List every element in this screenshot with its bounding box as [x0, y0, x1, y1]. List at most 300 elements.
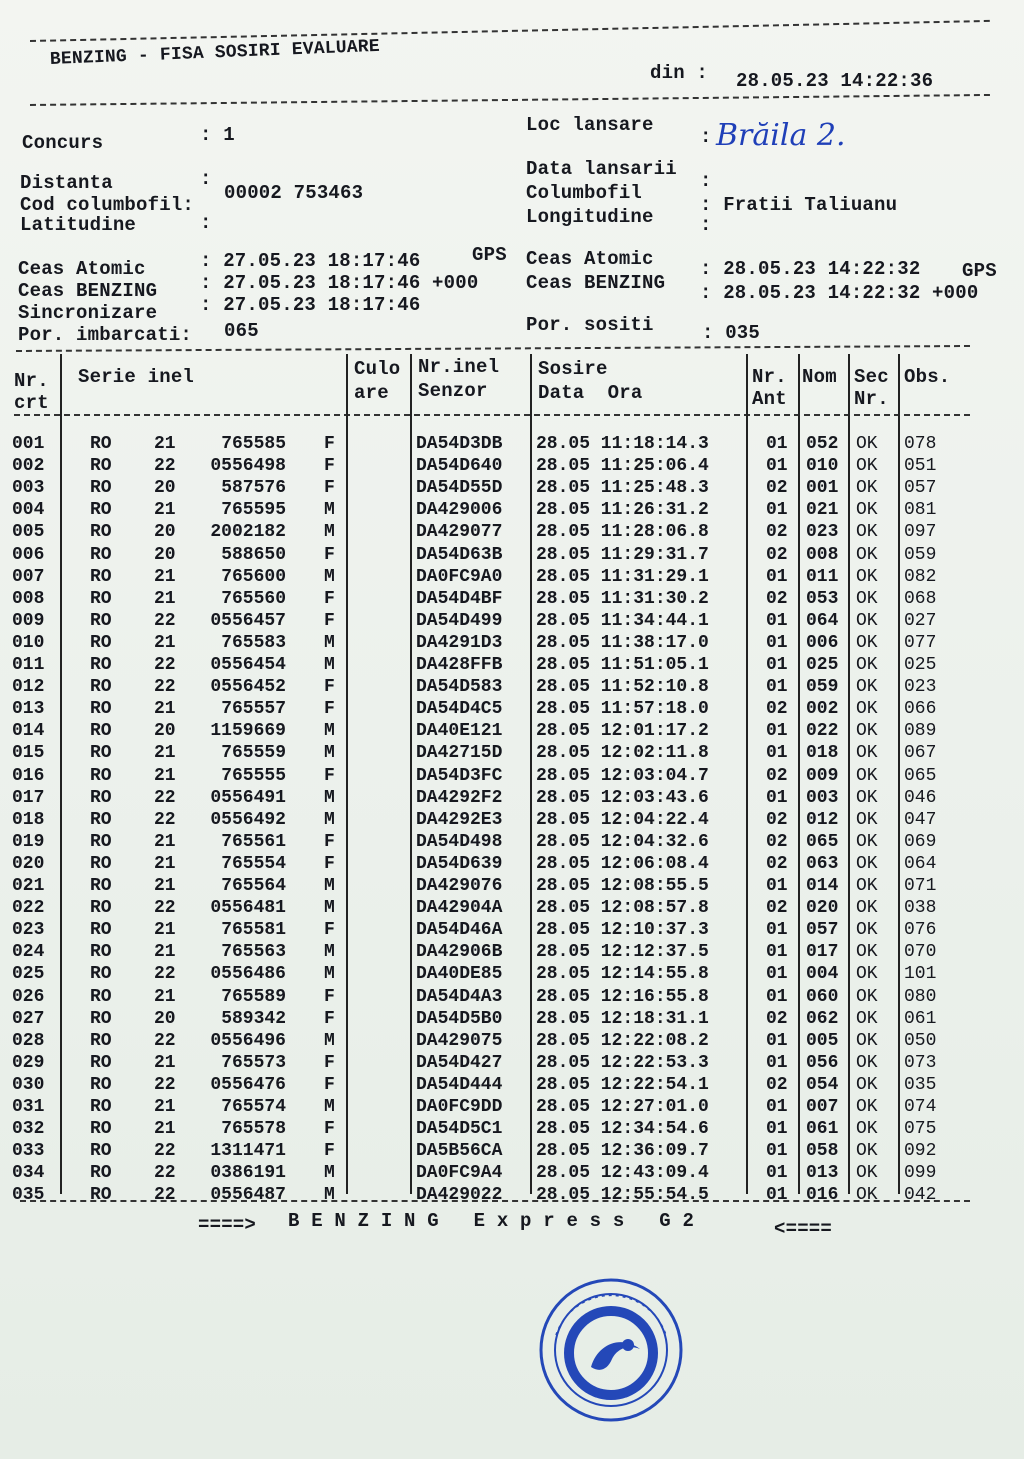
col-sep-7: [848, 354, 850, 1194]
cell-row-number: 025: [12, 964, 45, 985]
cell-ring-number: 765578: [221, 1119, 286, 1140]
cell-ring-year: 22: [154, 655, 176, 675]
cell-security-status: OK: [856, 1074, 878, 1095]
cell-sex: F: [324, 1008, 335, 1029]
cell-arrival-time: 28.05 12:22:53.3: [536, 1052, 709, 1073]
cell-ring-number: 765559: [221, 743, 286, 764]
cell-ring-number: 589342: [221, 1008, 286, 1029]
columbofil-label: Columbofil: [526, 182, 643, 204]
cell-row-number: 006: [12, 544, 45, 565]
cell-sensor-id: DA5B56CA: [416, 1141, 503, 1162]
cell-obs-number: 064: [904, 853, 937, 874]
cell-ring-country: RO: [90, 544, 112, 565]
cell-ring-number: 765600: [221, 566, 286, 587]
cell-obs-number: 082: [904, 566, 937, 587]
cell-arrival-time: 28.05 12:55:54.5: [536, 1185, 709, 1206]
cell-security-status: OK: [856, 655, 878, 675]
ceas-atomic-gps: GPS: [472, 244, 507, 266]
cell-arrival-time: 28.05 11:26:31.2: [536, 500, 709, 521]
cell-sensor-id: DA429075: [416, 1030, 503, 1051]
cell-ring-number: 765595: [221, 500, 286, 521]
cell-ring-country: RO: [90, 942, 112, 963]
ceas-benzing-label: Ceas BENZING: [18, 280, 158, 302]
cell-ring-year: 20: [154, 721, 176, 742]
cell-arrival-time: 28.05 11:18:14.3: [536, 434, 709, 454]
cell-obs-number: 038: [904, 898, 937, 919]
cell-antenna: 01: [766, 1163, 788, 1184]
cell-nom-number: 013: [806, 1163, 839, 1184]
cell-antenna: 02: [766, 1008, 788, 1029]
cell-row-number: 028: [12, 1030, 45, 1051]
cell-arrival-time: 28.05 12:14:55.8: [536, 964, 709, 985]
cell-ring-number: 2002182: [210, 522, 286, 543]
cell-sex: M: [324, 632, 335, 653]
cell-row-number: 023: [12, 920, 45, 941]
cell-arrival-time: 28.05 12:16:55.8: [536, 986, 709, 1007]
cell-sensor-id: DA54D640: [416, 456, 503, 477]
cell-antenna: 01: [766, 456, 788, 477]
cell-nom-number: 011: [806, 566, 839, 587]
cell-nom-number: 017: [806, 942, 839, 963]
cell-ring-number: 0556454: [210, 655, 286, 675]
cell-ring-number: 588650: [221, 544, 286, 565]
cell-sex: F: [324, 478, 335, 499]
cell-sex: F: [324, 677, 335, 698]
cell-sex: M: [324, 1097, 335, 1117]
cell-obs-number: 067: [904, 743, 937, 764]
cell-nom-number: 058: [806, 1141, 839, 1162]
cell-antenna: 01: [766, 721, 788, 742]
cell-antenna: 01: [766, 986, 788, 1007]
cell-antenna: 01: [766, 1030, 788, 1051]
cell-ring-country: RO: [90, 610, 112, 631]
cell-arrival-time: 28.05 11:38:17.0: [536, 632, 709, 653]
cell-sex: F: [324, 610, 335, 631]
cell-arrival-time: 28.05 12:08:57.8: [536, 898, 709, 919]
cell-arrival-time: 28.05 12:08:55.5: [536, 876, 709, 896]
cell-ring-country: RO: [90, 721, 112, 742]
cell-sensor-id: DA54D4BF: [416, 588, 503, 609]
cell-ring-number: 765564: [221, 876, 286, 896]
cell-obs-number: 071: [904, 876, 937, 896]
cell-ring-number: 0556498: [210, 456, 286, 477]
cell-row-number: 017: [12, 787, 45, 808]
cell-ring-number: 0556457: [210, 610, 286, 631]
cell-security-status: OK: [856, 632, 878, 653]
imbarcati-value: 065: [224, 320, 259, 342]
cell-ring-year: 22: [154, 677, 176, 698]
cell-antenna: 02: [766, 853, 788, 874]
cell-ring-country: RO: [90, 566, 112, 587]
col-ant-header-2: Ant: [752, 388, 787, 410]
cell-obs-number: 081: [904, 500, 937, 521]
cell-row-number: 016: [12, 765, 45, 786]
cell-ring-year: 20: [154, 478, 176, 499]
cell-ring-number: 1159669: [210, 721, 286, 742]
cell-ring-number: 0556492: [210, 809, 286, 830]
col-nr-header-1: Nr.: [14, 370, 49, 392]
ceas-atomic2-value: : 28.05.23 14:22:32: [700, 258, 921, 280]
cell-sensor-id: DA54D427: [416, 1052, 503, 1073]
data-lansarii-colon: :: [700, 170, 712, 192]
cell-sensor-id: DA0FC9DD: [416, 1097, 503, 1117]
cell-ring-country: RO: [90, 1074, 112, 1095]
cell-nom-number: 053: [806, 588, 839, 609]
cell-obs-number: 099: [904, 1163, 937, 1184]
cell-ring-number: 0556496: [210, 1030, 286, 1051]
cod-label: Cod columbofil:: [20, 194, 195, 216]
col-nrinel-header-1: Nr.inel: [418, 356, 500, 378]
cell-nom-number: 056: [806, 1052, 839, 1073]
cell-ring-year: 21: [154, 632, 176, 653]
cell-ring-country: RO: [90, 655, 112, 675]
cell-ring-country: RO: [90, 434, 112, 454]
cell-antenna: 01: [766, 1141, 788, 1162]
cell-sex: M: [324, 898, 335, 919]
cell-ring-country: RO: [90, 986, 112, 1007]
cell-row-number: 002: [12, 456, 45, 477]
col-ant-header-1: Nr.: [752, 366, 787, 388]
ceas-benzing2-label: Ceas BENZING: [526, 272, 666, 294]
cell-antenna: 02: [766, 478, 788, 499]
cell-sex: F: [324, 699, 335, 720]
cell-obs-number: 069: [904, 831, 937, 852]
cell-row-number: 009: [12, 610, 45, 631]
cell-ring-number: 0556486: [210, 964, 286, 985]
concurs-value: : 1: [200, 124, 235, 146]
cell-arrival-time: 28.05 12:27:01.0: [536, 1097, 709, 1117]
cell-ring-country: RO: [90, 964, 112, 985]
cell-nom-number: 008: [806, 544, 839, 565]
cell-sensor-id: DA54D46A: [416, 920, 503, 941]
cell-arrival-time: 28.05 12:36:09.7: [536, 1141, 709, 1162]
data-lansarii-label: Data lansarii: [526, 158, 677, 180]
cell-sensor-id: DA54D4C5: [416, 699, 503, 720]
cell-row-number: 003: [12, 478, 45, 499]
cell-nom-number: 009: [806, 765, 839, 786]
cell-sex: M: [324, 942, 335, 963]
cell-obs-number: 023: [904, 677, 937, 698]
cell-antenna: 01: [766, 942, 788, 963]
cell-obs-number: 089: [904, 721, 937, 742]
col-nom-header: Nom: [802, 366, 837, 388]
cell-row-number: 027: [12, 1008, 45, 1029]
cell-obs-number: 080: [904, 986, 937, 1007]
cell-sensor-id: DA429077: [416, 522, 503, 543]
cell-ring-country: RO: [90, 1008, 112, 1029]
cell-obs-number: 061: [904, 1008, 937, 1029]
cell-ring-year: 20: [154, 544, 176, 565]
cell-sensor-id: DA429022: [416, 1185, 503, 1206]
cell-arrival-time: 28.05 11:51:05.1: [536, 655, 709, 675]
cell-obs-number: 101: [904, 964, 937, 985]
cell-antenna: 01: [766, 1185, 788, 1206]
cell-ring-number: 765583: [221, 632, 286, 653]
columbofil-value: : Fratii Taliuanu: [700, 194, 898, 216]
cell-obs-number: 057: [904, 478, 937, 499]
cell-ring-year: 22: [154, 610, 176, 631]
cell-ring-country: RO: [90, 699, 112, 720]
cell-antenna: 02: [766, 1074, 788, 1095]
ceas-atomic-value: : 27.05.23 18:17:46: [200, 250, 421, 272]
cell-sensor-id: DA54D5C1: [416, 1119, 503, 1140]
cell-sensor-id: DA429076: [416, 876, 503, 896]
cell-row-number: 022: [12, 898, 45, 919]
cell-security-status: OK: [856, 1141, 878, 1162]
cell-arrival-time: 28.05 12:18:31.1: [536, 1008, 709, 1029]
cell-sex: F: [324, 1074, 335, 1095]
col-nr-header-2: crt: [14, 392, 49, 414]
cell-ring-country: RO: [90, 809, 112, 830]
cell-nom-number: 016: [806, 1185, 839, 1206]
cell-sex: M: [324, 1163, 335, 1184]
distanta-colon: :: [200, 168, 212, 190]
cell-row-number: 034: [12, 1163, 45, 1184]
cell-row-number: 011: [12, 655, 45, 675]
cell-antenna: 01: [766, 434, 788, 454]
cell-nom-number: 003: [806, 787, 839, 808]
cell-arrival-time: 28.05 12:43:09.4: [536, 1163, 709, 1184]
cell-security-status: OK: [856, 456, 878, 477]
ceas-benzing-value: : 27.05.23 18:17:46 +000: [200, 272, 479, 294]
cell-arrival-time: 28.05 11:28:06.8: [536, 522, 709, 543]
cell-arrival-time: 28.05 11:52:10.8: [536, 677, 709, 698]
cell-nom-number: 052: [806, 434, 839, 454]
cell-security-status: OK: [856, 500, 878, 521]
loc-lansare-label: Loc lansare: [526, 114, 654, 136]
cell-ring-year: 21: [154, 1119, 176, 1140]
cell-row-number: 033: [12, 1141, 45, 1162]
cell-nom-number: 057: [806, 920, 839, 941]
cell-nom-number: 006: [806, 632, 839, 653]
cell-security-status: OK: [856, 522, 878, 543]
cell-antenna: 01: [766, 920, 788, 941]
latitudine-colon: :: [200, 212, 212, 234]
cell-sex: M: [324, 721, 335, 742]
cell-nom-number: 022: [806, 721, 839, 742]
cell-ring-country: RO: [90, 920, 112, 941]
table-header-bottom-rule: [14, 414, 970, 416]
cell-sex: F: [324, 1119, 335, 1140]
cell-row-number: 035: [12, 1185, 45, 1206]
sositi-value: : 035: [702, 322, 761, 344]
cell-obs-number: 066: [904, 699, 937, 720]
col-culoare-header-2: are: [354, 382, 389, 404]
cell-ring-number: 765585: [221, 434, 286, 454]
cell-sensor-id: DA54D444: [416, 1074, 503, 1095]
cell-sensor-id: DA54D5B0: [416, 1008, 503, 1029]
cell-arrival-time: 28.05 11:34:44.1: [536, 610, 709, 631]
cell-sex: F: [324, 544, 335, 565]
concurs-label: Concurs: [22, 132, 104, 154]
cell-ring-year: 22: [154, 1030, 176, 1051]
cell-sex: M: [324, 743, 335, 764]
col-sep-8: [898, 354, 900, 1194]
cell-nom-number: 060: [806, 986, 839, 1007]
cell-antenna: 01: [766, 743, 788, 764]
cell-row-number: 015: [12, 743, 45, 764]
cell-arrival-time: 28.05 11:31:30.2: [536, 588, 709, 609]
longitudine-label: Longitudine: [526, 206, 654, 228]
cell-sensor-id: DA54D3FC: [416, 765, 503, 786]
cell-security-status: OK: [856, 1185, 878, 1206]
cell-nom-number: 062: [806, 1008, 839, 1029]
cell-obs-number: 065: [904, 765, 937, 786]
longitudine-colon: :: [700, 214, 712, 236]
cell-nom-number: 065: [806, 831, 839, 852]
cell-ring-country: RO: [90, 1030, 112, 1051]
cell-nom-number: 054: [806, 1074, 839, 1095]
cell-row-number: 026: [12, 986, 45, 1007]
cell-ring-country: RO: [90, 1185, 112, 1206]
cell-security-status: OK: [856, 831, 878, 852]
cell-ring-year: 20: [154, 1008, 176, 1029]
cell-sex: M: [324, 876, 335, 896]
cell-ring-year: 21: [154, 743, 176, 764]
cell-antenna: 01: [766, 566, 788, 587]
cell-ring-number: 0556487: [210, 1185, 286, 1206]
cell-nom-number: 059: [806, 677, 839, 698]
cell-ring-number: 765574: [221, 1097, 286, 1117]
col-sep-4: [530, 354, 532, 1194]
cell-sensor-id: DA54D639: [416, 853, 503, 874]
cell-ring-number: 765563: [221, 942, 286, 963]
col-nrinel-header-2: Senzor: [418, 380, 488, 402]
cell-security-status: OK: [856, 920, 878, 941]
cell-obs-number: 027: [904, 610, 937, 631]
cell-ring-country: RO: [90, 456, 112, 477]
cell-arrival-time: 28.05 12:06:08.4: [536, 853, 709, 874]
cell-sex: F: [324, 1052, 335, 1073]
col-serie-header: Serie inel: [78, 366, 195, 388]
cell-ring-year: 21: [154, 1052, 176, 1073]
cell-ring-year: 21: [154, 765, 176, 786]
cell-sex: M: [324, 964, 335, 985]
cell-ring-number: 0556476: [210, 1074, 286, 1095]
sincronizare-label: Sincronizare: [18, 302, 158, 324]
cell-antenna: 02: [766, 699, 788, 720]
cell-ring-number: 765573: [221, 1052, 286, 1073]
cell-nom-number: 018: [806, 743, 839, 764]
cell-sex: F: [324, 588, 335, 609]
col-culoare-header-1: Culo: [354, 358, 401, 380]
col-sosire-header-2: Data Ora: [538, 382, 643, 404]
loc-lansare-colon: :: [700, 126, 712, 148]
cell-row-number: 005: [12, 522, 45, 543]
cell-row-number: 007: [12, 566, 45, 587]
cell-sensor-id: DA4292F2: [416, 787, 503, 808]
cell-sex: M: [324, 655, 335, 675]
cell-antenna: 01: [766, 964, 788, 985]
cell-arrival-time: 28.05 12:01:17.2: [536, 721, 709, 742]
footer-right-arrow: <====: [774, 1218, 833, 1240]
cell-ring-country: RO: [90, 876, 112, 896]
cell-nom-number: 021: [806, 500, 839, 521]
cell-sensor-id: DA4292E3: [416, 809, 503, 830]
cell-security-status: OK: [856, 588, 878, 609]
cell-ring-year: 21: [154, 920, 176, 941]
cell-antenna: 01: [766, 1097, 788, 1117]
cell-sex: M: [324, 566, 335, 587]
cell-antenna: 01: [766, 677, 788, 698]
cell-ring-year: 22: [154, 964, 176, 985]
cell-security-status: OK: [856, 1097, 878, 1117]
col-sep-2: [346, 354, 348, 1194]
cell-antenna: 02: [766, 544, 788, 565]
cell-nom-number: 007: [806, 1097, 839, 1117]
cell-nom-number: 010: [806, 456, 839, 477]
cell-security-status: OK: [856, 1052, 878, 1073]
cod-value: 00002 753463: [224, 182, 364, 204]
cell-arrival-time: 28.05 12:04:32.6: [536, 831, 709, 852]
cell-ring-year: 21: [154, 942, 176, 963]
imbarcati-label: Por. imbarcati:: [18, 324, 193, 346]
sositi-label: Por. sositi: [526, 314, 654, 336]
cell-nom-number: 020: [806, 898, 839, 919]
cell-sensor-id: DA42906B: [416, 942, 503, 963]
cell-obs-number: 050: [904, 1030, 937, 1051]
cell-antenna: 01: [766, 876, 788, 896]
cell-antenna: 01: [766, 500, 788, 521]
table-bottom-rule: [20, 1200, 970, 1202]
cell-arrival-time: 28.05 11:25:06.4: [536, 456, 709, 477]
table-header-top-rule: [16, 345, 970, 352]
cell-sensor-id: DA54D63B: [416, 544, 503, 565]
cell-ring-country: RO: [90, 743, 112, 764]
cell-obs-number: 092: [904, 1141, 937, 1162]
cell-arrival-time: 28.05 11:29:31.7: [536, 544, 709, 565]
cell-sex: M: [324, 1185, 335, 1206]
cell-sex: M: [324, 1030, 335, 1051]
cell-ring-year: 21: [154, 588, 176, 609]
cell-ring-year: 21: [154, 876, 176, 896]
cell-antenna: 01: [766, 787, 788, 808]
cell-ring-number: 765557: [221, 699, 286, 720]
cell-row-number: 021: [12, 876, 45, 896]
cell-ring-country: RO: [90, 787, 112, 808]
cell-obs-number: 097: [904, 522, 937, 543]
cell-obs-number: 074: [904, 1097, 937, 1117]
cell-nom-number: 001: [806, 478, 839, 499]
cell-row-number: 004: [12, 500, 45, 521]
cell-nom-number: 005: [806, 1030, 839, 1051]
distanta-label: Distanta: [20, 172, 113, 194]
cell-security-status: OK: [856, 743, 878, 764]
cell-arrival-time: 28.05 12:04:22.4: [536, 809, 709, 830]
cell-security-status: OK: [856, 1030, 878, 1051]
cell-antenna: 01: [766, 1119, 788, 1140]
cell-nom-number: 025: [806, 655, 839, 675]
cell-ring-country: RO: [90, 1119, 112, 1140]
cell-ring-year: 21: [154, 500, 176, 521]
cell-sensor-id: DA4291D3: [416, 632, 503, 653]
cell-sex: F: [324, 456, 335, 477]
cell-ring-year: 20: [154, 522, 176, 543]
cell-security-status: OK: [856, 1008, 878, 1029]
cell-sensor-id: DA54D3DB: [416, 434, 503, 454]
cell-ring-number: 0556491: [210, 787, 286, 808]
cell-arrival-time: 28.05 12:03:04.7: [536, 765, 709, 786]
cell-security-status: OK: [856, 876, 878, 896]
cell-ring-country: RO: [90, 677, 112, 698]
cell-ring-number: 0386191: [210, 1163, 286, 1184]
cell-ring-number: 587576: [221, 478, 286, 499]
cell-row-number: 008: [12, 588, 45, 609]
footer-brand: B E N Z I N G E x p r e s s G 2: [288, 1210, 695, 1232]
cell-ring-number: 765555: [221, 765, 286, 786]
col-sec-header-2: Nr.: [854, 388, 889, 410]
cell-nom-number: 023: [806, 522, 839, 543]
